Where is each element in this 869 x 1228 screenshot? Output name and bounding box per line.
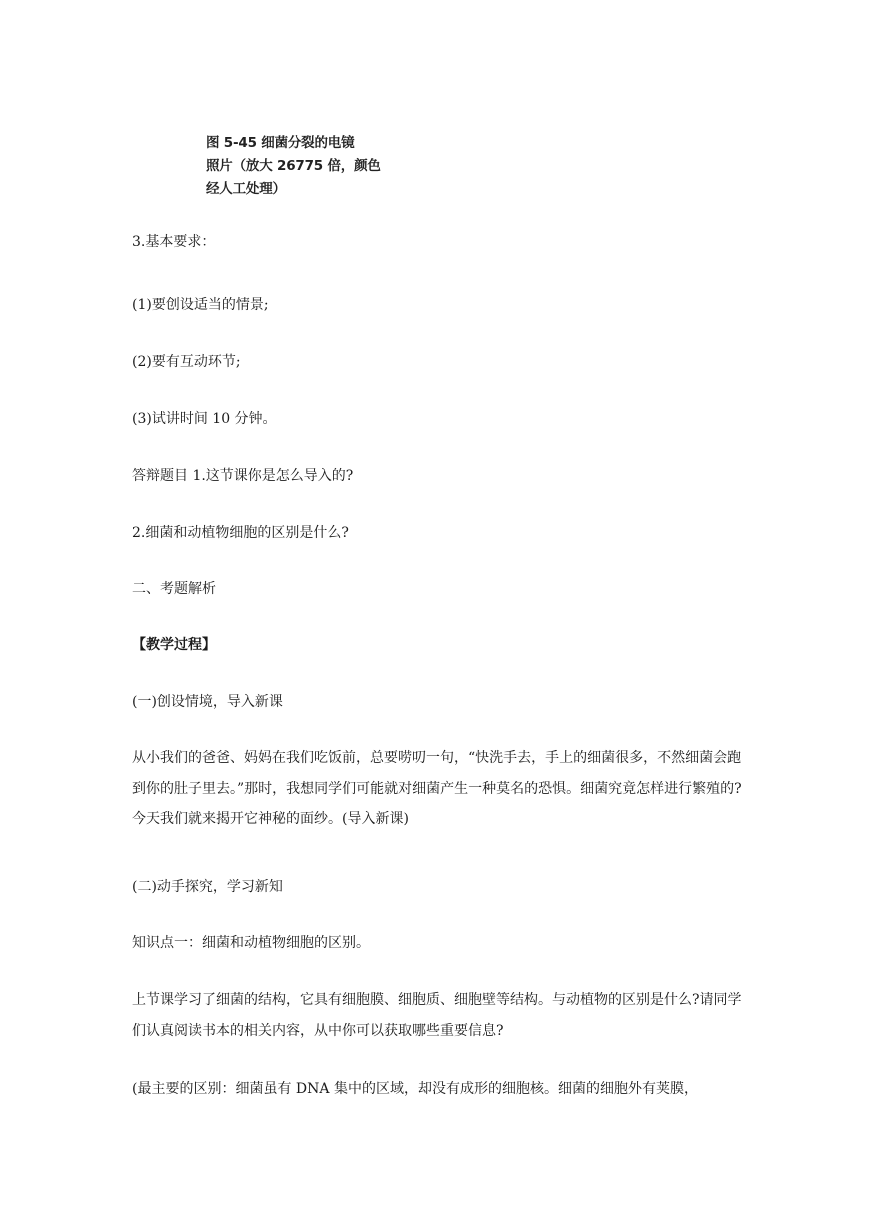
paragraph-requirement-3: (3)试讲时间 10 分钟。 — [132, 411, 277, 427]
figure-caption — [206, 132, 381, 201]
paragraph-defense-question-1: 答辩题目 1.这节课你是怎么导入的? — [132, 468, 354, 484]
paragraph-requirement-1: (1)要创设适当的情景; — [132, 297, 269, 313]
paragraph-introduction: 从小我们的爸爸、妈妈在我们吃饭前，总要唠叨一句，“快洗手去，手上的细菌很多，不然细菌会跑到你的肚子里去。”那时，我想同学们可能就对细菌产生一种莫名的恐惧。细菌究竟怎样进行繁殖的?今天我们就来揭开它神秘的面纱。(导入新课) — [132, 750, 742, 827]
paragraph-requirement-2: (2)要有互动环节; — [132, 354, 241, 370]
section-heading-analysis: 二、考题解析 — [132, 581, 216, 597]
subheading-introduction: (一)创设情境，导入新课 — [132, 694, 283, 710]
paragraph-main-difference: (最主要的区别：细菌虽有 DNA 集中的区域，却没有成形的细胞核。细菌的细胞外有荚膜， — [132, 1081, 698, 1097]
subheading-exploration: (二)动手探究，学习新知 — [132, 879, 283, 895]
paragraph-defense-question-2: 2.细菌和动植物细胞的区别是什么? — [132, 525, 349, 541]
figure-caption-line: 图 5-45 细菌分裂的电镜 — [206, 135, 355, 151]
paragraph-knowledge-point-1: 知识点一：细菌和动植物细胞的区别。 — [132, 935, 370, 951]
paragraph-structure-comparison: 上节课学习了细菌的结构，它具有细胞膜、细胞质、细胞壁等结构。与动植物的区别是什么?请同学们认真阅读书本的相关内容，从中你可以获取哪些重要信息? — [132, 992, 742, 1039]
paragraph-basic-requirements: 3.基本要求： — [132, 234, 216, 250]
section-heading-teaching-process: 【教学过程】 — [132, 637, 216, 653]
figure-caption-line: 经人工处理） — [206, 181, 286, 197]
figure-caption-line: 照片（放大 26775 倍，颜色 — [206, 158, 381, 174]
